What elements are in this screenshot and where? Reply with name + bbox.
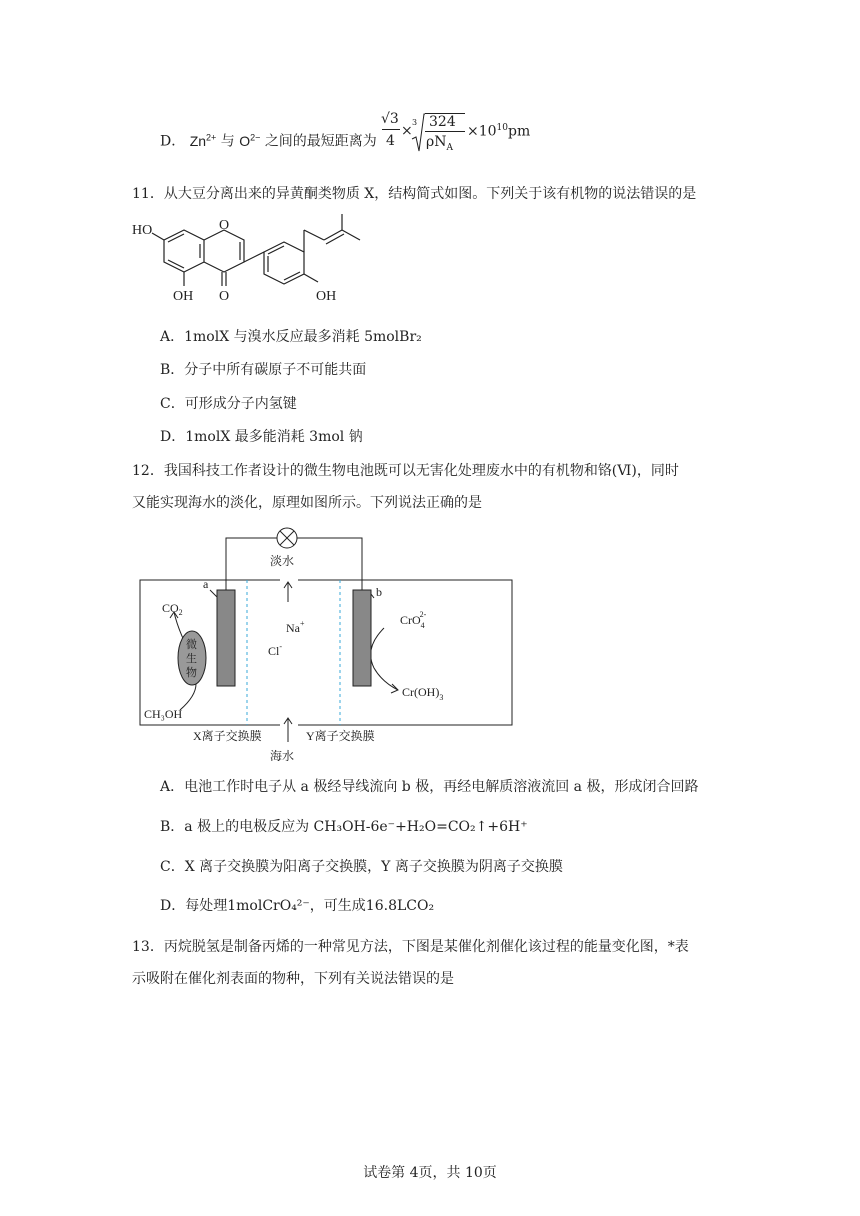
q11-stem: 11．从大豆分离出来的异黄酮类物质 X，结构简式如图。下列关于该有机物的说法错误的是 (132, 186, 697, 202)
svg-text:a: a (203, 577, 209, 591)
q12-option-a: A．电池工作时电子从 a 极经导线流向 b 极，再经电解质溶液流回 a 极，形成闭合回路 (160, 779, 699, 795)
q13-stem-line2: 示吸附在催化剂表面的物种，下列有关说法错误的是 (132, 971, 454, 987)
q12-stem-line2: 又能实现海水的淡化，原理如图所示。下列说法正确的是 (132, 495, 482, 511)
q11-option-c: C．可形成分子内氢键 (160, 396, 297, 412)
page-footer: 试卷第 4页，共 10页 (363, 1165, 497, 1181)
svg-text:OH: OH (316, 289, 337, 304)
q11-option-a: A．1molX 与溴水反应最多消耗 5molBr₂ (160, 329, 422, 345)
q10-option-d: D． $Zn^{2+}$ 与 $O^{2-}$ 之间的最短距离为 (160, 132, 377, 150)
q12-stem-line1: 12．我国科技工作者设计的微生物电池既可以无害化处理废水中的有机物和铬(Ⅵ)，同时 (132, 463, 679, 479)
microbial-cell-diagram (130, 520, 530, 765)
svg-text:CO2: $CO_2$ (162, 601, 183, 617)
svg-text:Cl-: Cl- (268, 642, 283, 658)
svg-text:O: O (219, 218, 230, 233)
isoflavone-structure (132, 208, 372, 308)
q11-option-b: B．分子中所有碳原子不可能共面 (160, 362, 367, 378)
svg-text:Cr(OH)3: $Cr(OH)_3$ (402, 685, 444, 702)
q12-option-b: B．a 极上的电极反应为 CH₃OH-6e⁻+H₂O=CO₂↑+6H⁺ (160, 819, 528, 835)
svg-text:CH₃OH: CH₃OH (144, 707, 183, 721)
svg-text:X离子交换膜: X离子交换膜 (193, 729, 262, 743)
svg-text:b: b (376, 585, 382, 599)
svg-text:Y离子交换膜: Y离子交换膜 (306, 729, 375, 743)
svg-text:Na+: Na+ (286, 619, 305, 635)
svg-text:生: 生 (186, 653, 197, 665)
svg-text:CrO42-: CrO$_4$2- (400, 610, 427, 630)
q12-option-c: C．X 离子交换膜为阳离子交换膜，Y 离子交换膜为阴离子交换膜 (160, 859, 563, 875)
svg-text:海水: 海水 (270, 749, 295, 763)
q10-distance-formula: √3 4 × 3 324 $\rho N_A$ $\times 10^{10}pm$ (381, 111, 531, 153)
q11-option-d: D．1molX 最多能消耗 3mol 钠 (160, 429, 363, 445)
svg-text:物: 物 (186, 667, 197, 679)
svg-text:O: O (219, 289, 230, 304)
svg-text:OH: OH (173, 289, 194, 304)
q12-option-d: D．每处理1molCrO₄²⁻，可生成16.8LCO₂ (160, 898, 435, 914)
svg-text:微: 微 (186, 639, 197, 651)
svg-text:淡水: 淡水 (270, 554, 295, 568)
q13-stem-line1: 13．丙烷脱氢是制备丙烯的一种常见方法，下图是某催化剂催化该过程的能量变化图，*表 (132, 939, 689, 955)
svg-text:HO: HO (132, 223, 153, 238)
